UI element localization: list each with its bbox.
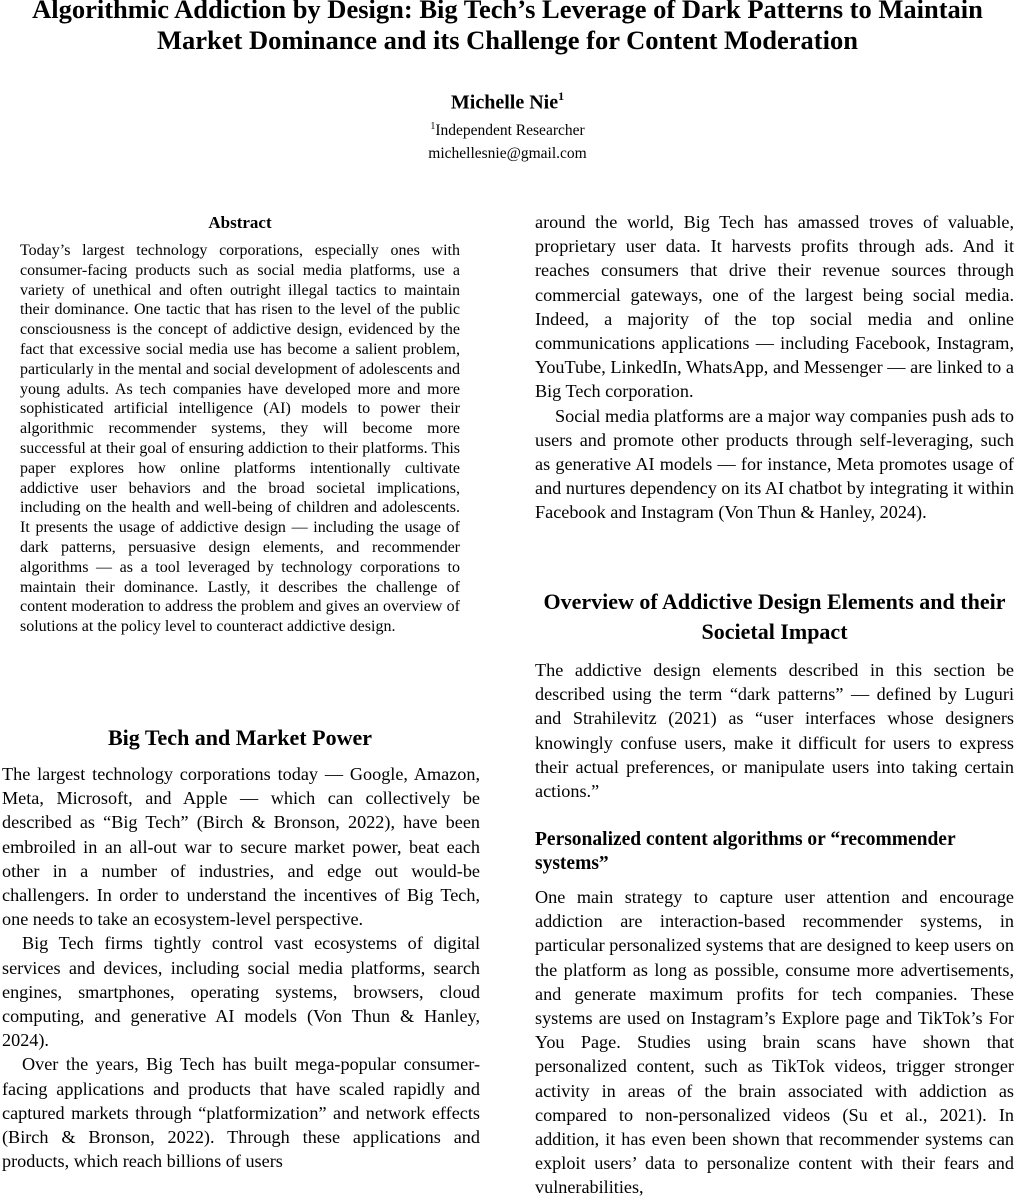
subsection-heading-recommender-systems: Personalized content algorithms or “recommender systems” xyxy=(535,829,956,874)
paragraph: Big Tech firms tightly control vast ecosystems of digital services and devices, including social media platforms, search engines, smartphones, operating systems, browsers, cloud computing, and generative AI models (Von Thun & Hanley, 2024). xyxy=(2,933,480,1051)
author-name: Michelle Nie xyxy=(450,91,559,114)
author-affiliation-marker: 1 xyxy=(558,89,565,103)
section-heading-big-tech: Big Tech and Market Power xyxy=(108,725,372,750)
section-heading-addictive-design: Overview of Addictive Design Elements and their Societal Impact xyxy=(543,589,1006,644)
author-email: michellesnie@gmail.com xyxy=(428,145,587,162)
subsection-body-recommender-systems xyxy=(535,885,1014,1200)
paragraph: Over the years, Big Tech has built mega-popular consumer-facing applications and products that have scaled rapidly and captured markets through “platformization” and network effects (Birch & Bronson, 2022). Through these applications and products, which reach billions of users xyxy=(2,1054,480,1172)
section-body-addictive-design xyxy=(535,658,1014,803)
affiliation-line xyxy=(0,117,1015,141)
paper-title: Algorithmic Addiction by Design: Big Tech’s Leverage of Dark Patterns to Maintain Market Dominance and its Challenge for Content Moderation xyxy=(32,0,983,55)
affiliation-marker: 1 xyxy=(430,121,436,132)
paragraph: The addictive design elements described in this section be described using the term “dark patterns” — defined by Luguri and Strahilevitz (2021) as “user interfaces whose designers knowingly confuse users, make it difficult for users to express their actual preferences, or manipulate users into taking certain actions.” xyxy=(535,660,1014,802)
right-column-continuation xyxy=(535,210,1014,525)
paragraph: One main strategy to capture user attention and encourage addiction are interaction-based recommender systems, in particular personalized systems that are designed to keep users on the platform as long as possible, consume more advertisements, and generate maximum profits for tech companies. These systems are used on Instagram’s Explore page and TikTok’s For You Page. Studies using brain scans have shown that personalized content, such as TikTok videos, trigger stronger activity in areas of the brain associated with addiction as compared to non-personalized videos (Su et al., 2021). In addition, it has even been shown that recommender systems can exploit users’ data to personalize content with their fears and vulnerabilities, xyxy=(535,887,1014,1198)
affiliation-text: Independent Researcher xyxy=(435,122,585,140)
paragraph: The largest technology corporations today — Google, Amazon, Meta, Microsoft, and Apple — which can collectively be described as “Big Tech” (Birch & Bronson, 2022), have been embroiled in an all-out war to secure market power, beat each other in a number of industries, and edge out would-be challengers. In order to understand the incentives of Big Tech, one needs to take an ecosystem-level perspective. xyxy=(2,764,480,930)
paragraph: Social media platforms are a major way companies push ads to users and promote other products through self-leveraging, such as generative AI models — for instance, Meta promotes usage of and nurtures dependency on its AI chatbot by integrating it within Facebook and Instagram (Von Thun & Hanley, 2024). xyxy=(535,405,1014,523)
paragraph: around the world, Big Tech has amassed troves of valuable, proprietary user data. It harvests profits through ads. And it reaches consumers that drive their revenue sources through commercial gateways, one of the largest being social media. Indeed, a majority of the top social media and online communications applications — including Facebook, Instagram, YouTube, LinkedIn, WhatsApp, and Messenger — are linked to a Big Tech corporation. xyxy=(535,212,1014,402)
abstract-text: Today’s largest technology corporations, especially ones with consumer-facing products such as social media platforms, use a variety of unethical and often outright illegal tactics to maintain their dominance. One tactic that has risen to the level of the public consciousness is the concept of addictive design, evidenced by the fact that excessive social media use has become a salient problem, particularly in the mental and social development of adolescents and young adults. As tech companies have developed more and more sophisticated artificial intelligence (AI) models to power their algorithmic recommender systems, they will become more successful at their goal of ensuring addiction to their platforms. This paper explores how online platforms intentionally cultivate addictive user behaviors and the broad societal implications, including on the health and well-being of children and adolescents. It presents the usage of addictive design — including the usage of dark patterns, persuasive design elements, and recommender algorithms — as a tool leveraged by technology corporations to maintain their dominance. Lastly, it describes the challenge of content moderation to address the problem and gives an overview of solutions at the policy level to counteract addictive design. xyxy=(20,242,460,636)
abstract-heading: Abstract xyxy=(208,213,272,232)
section-body-big-tech xyxy=(2,762,480,1173)
author-line xyxy=(0,84,1015,116)
